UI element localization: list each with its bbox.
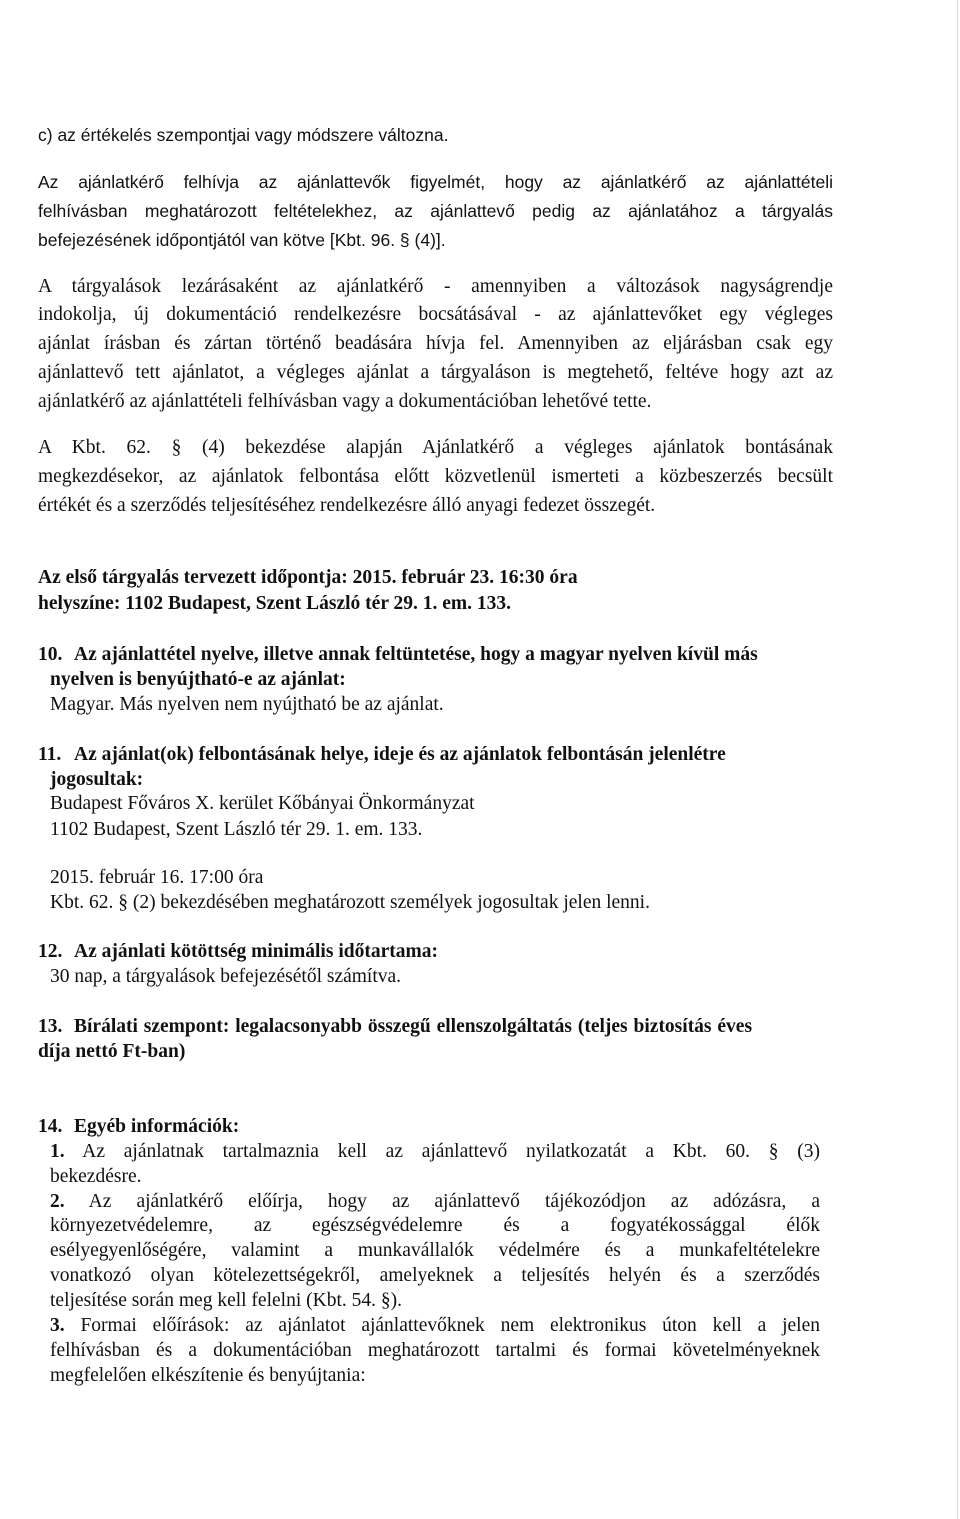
paragraph-2-line-2: indokolja, új dokumentáció rendelkezésre bocsátásával - az ajánlattevőket egy végleges bbox=[38, 304, 833, 325]
info-item-2-line-4: vonatkozó olyan kötelezettségekről, amelyeknek a teljesítés helyén és a szerződés bbox=[50, 1265, 820, 1286]
paragraph-1-line-1: Az ajánlatkérő felhívja az ajánlattevők figyelmét, hogy az ajánlatkérő az ajánlattételi bbox=[38, 172, 833, 192]
info-item-2-line-5: teljesítése során meg kell felelni (Kbt. 54. §). bbox=[50, 1290, 402, 1311]
info-item-3-number: 3. bbox=[50, 1315, 65, 1336]
section-14-title-line bbox=[38, 1115, 239, 1139]
section-13-number: 13. bbox=[38, 1016, 63, 1037]
info-item-1-line-1 bbox=[50, 1140, 820, 1164]
section-11-body-line-4: Kbt. 62. § (2) bekezdésében meghatározott személyek jogosultak jelen lenni. bbox=[50, 892, 650, 913]
info-item-2-line-3: esélyegyenlőségére, valamint a munkavállalók védelmére és a munkafeltételekre bbox=[50, 1240, 820, 1261]
section-11-title-line-1 bbox=[38, 743, 726, 767]
list-item-c: c) az értékelés szempontjai vagy módszere változna. bbox=[38, 125, 449, 145]
section-12-title-line bbox=[38, 940, 438, 964]
section-10-title-line-1 bbox=[38, 643, 758, 667]
section-11-title: Az ajánlat(ok) felbontásának helye, ideje és az ajánlatok felbontásán jelenlétre bbox=[74, 744, 726, 765]
info-item-1-number: 1. bbox=[50, 1141, 65, 1162]
paragraph-3-line-1: A Kbt. 62. § (4) bekezdése alapján Ajánlatkérő a végleges ajánlatok bontásának bbox=[38, 437, 833, 458]
section-10-body: Magyar. Más nyelven nem nyújtható be az ajánlat. bbox=[50, 694, 444, 715]
section-14-title: Egyéb információk: bbox=[74, 1116, 240, 1137]
paragraph-2-line-3: ajánlat írásban és zártan történő beadására hívja fel. Amennyiben az eljárásban csak egy bbox=[38, 333, 833, 354]
info-item-2-line-1 bbox=[50, 1190, 820, 1214]
info-item-3-text: Formai előírások: az ajánlatot ajánlattevőknek nem elektronikus úton kell a jelen bbox=[80, 1315, 821, 1336]
info-item-2-number: 2. bbox=[50, 1191, 65, 1212]
first-negotiation-place: helyszíne: 1102 Budapest, Szent László tér 29. 1. em. 133. bbox=[38, 593, 512, 614]
section-12-number: 12. bbox=[38, 941, 63, 962]
paragraph-2-line-4: ajánlattevő tett ajánlatot, a végleges ajánlat a tárgyaláson is megtehető, feltéve hogy azt az bbox=[38, 362, 833, 383]
paragraph-3-line-2: megkezdésekor, az ajánlatok felbontása előtt közvetlenül ismerteti a közbeszerzés becsült bbox=[38, 466, 833, 487]
info-item-3-line-2: felhívásban és a dokumentációban meghatározott tartalmi és formai követelményeknek bbox=[50, 1340, 820, 1361]
section-10-title: Az ajánlattétel nyelve, illetve annak feltüntetése, hogy a magyar nyelven kívül más bbox=[74, 644, 758, 665]
info-item-2-text: Az ajánlatkérő előírja, hogy az ajánlattevő tájékozódjon az adózásra, a bbox=[88, 1191, 820, 1212]
section-12-title: Az ajánlati kötöttség minimális időtartama: bbox=[74, 941, 438, 962]
section-11-body-line-2: 1102 Budapest, Szent László tér 29. 1. em. 133. bbox=[50, 819, 423, 840]
first-negotiation-date: Az első tárgyalás tervezett időpontja: 2015. február 23. 16:30 óra bbox=[38, 567, 578, 588]
info-item-1-text: Az ajánlatnak tartalmaznia kell az ajánlattevő nyilatkozatát a Kbt. 60. § (3) bbox=[82, 1141, 820, 1162]
section-11-title-line-2: jogosultak: bbox=[50, 769, 144, 790]
paragraph-1-line-2: felhívásban meghatározott feltételekhez, az ajánlattevő pedig az ajánlatához a tárgyalás bbox=[38, 201, 833, 221]
section-11-body-line-1: Budapest Főváros X. kerület Kőbányai Önkormányzat bbox=[50, 793, 475, 814]
section-13-title-line-1 bbox=[38, 1015, 833, 1039]
section-14-number: 14. bbox=[38, 1116, 63, 1137]
info-item-3-line-3: megfelelően elkészítenie és benyújtania: bbox=[50, 1365, 366, 1386]
section-13-title-line-2: díja nettó Ft-ban) bbox=[38, 1041, 186, 1062]
section-10-number: 10. bbox=[38, 644, 63, 665]
info-item-2-line-2: környezetvédelemre, az egészségvédelemre és a fogyatékossággal élők bbox=[50, 1215, 820, 1236]
section-11-number: 11. bbox=[38, 744, 62, 765]
paragraph-2-line-5: ajánlatkérő az ajánlattételi felhívásban vagy a dokumentációban lehetővé tette. bbox=[38, 391, 652, 412]
paragraph-1-line-3: befejezésének időpontjától van kötve [Kbt. 96. § (4)]. bbox=[38, 230, 446, 250]
scan-edge-line bbox=[957, 0, 958, 1519]
info-item-1-line-2: bekezdésre. bbox=[50, 1166, 142, 1187]
section-13-title: Bírálati szempont: legalacsonyabb összegű ellenszolgáltatás (teljes biztosítás éves bbox=[74, 1016, 753, 1037]
info-item-3-line-1 bbox=[50, 1314, 820, 1338]
section-11-body-line-3: 2015. február 16. 17:00 óra bbox=[50, 867, 264, 888]
section-10-title-line-2: nyelven is benyújtható-e az ajánlat: bbox=[50, 669, 346, 690]
section-12-body: 30 nap, a tárgyalások befejezésétől számítva. bbox=[50, 966, 402, 987]
paragraph-2-line-1: A tárgyalások lezárásaként az ajánlatkérő - amennyiben a változások nagyságrendje bbox=[38, 276, 833, 297]
paragraph-3-line-3: értékét és a szerződés teljesítéséhez rendelkezésre álló anyagi fedezet összegét. bbox=[38, 495, 656, 516]
